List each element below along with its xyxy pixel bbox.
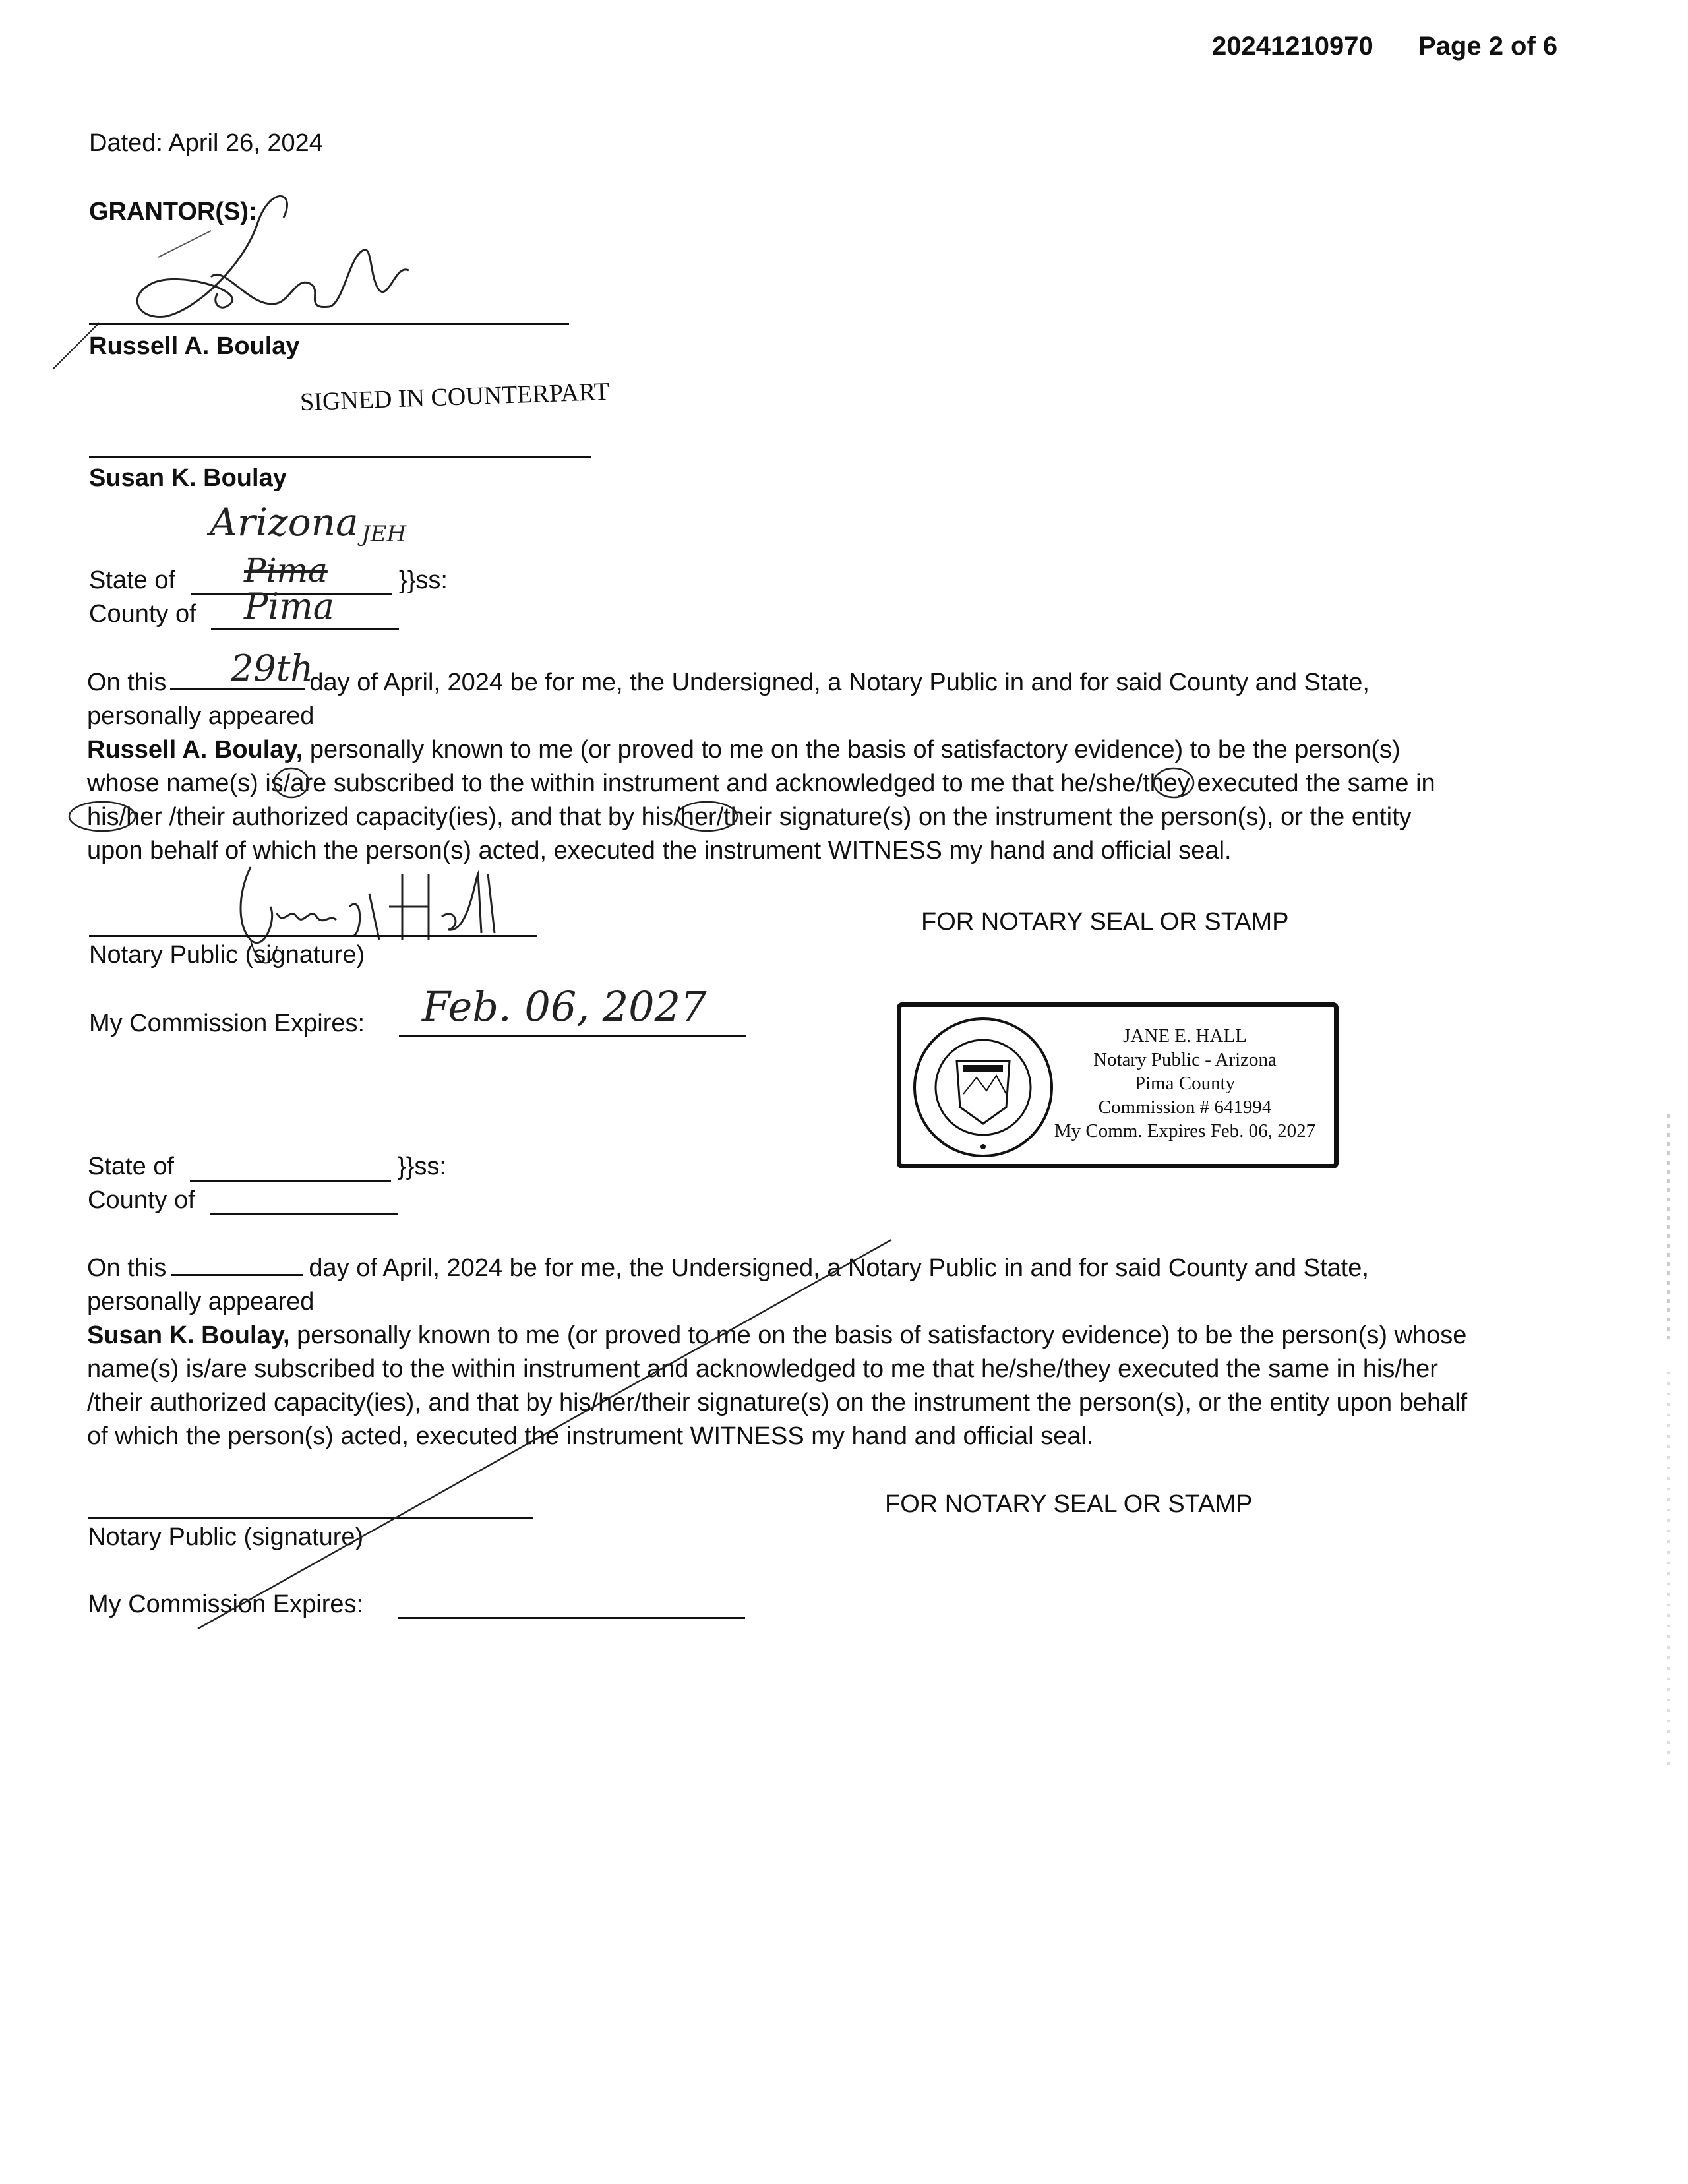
- commission-handwritten: Feb. 06, 2027: [422, 983, 707, 1031]
- document-number: 20241210970: [1212, 32, 1373, 61]
- ack2-commission-label: My Commission Expires:: [88, 1591, 364, 1618]
- dated-line: Dated: April 26, 2024: [89, 129, 323, 157]
- commission-label: My Commission Expires:: [89, 1010, 365, 1037]
- ack2-notary-signature-label: Notary Public (signature): [88, 1523, 364, 1551]
- ack1-line1-rest: day of April, 2024 be for me, the Undersigned, a Notary Public in and for said County and State,: [309, 669, 1370, 696]
- grantor2-name: Susan K. Boulay: [89, 464, 287, 492]
- stamp-expiration: My Comm. Expires Feb. 06, 2027: [1054, 1120, 1316, 1141]
- ack2-seal-label: FOR NOTARY SEAL OR STAMP: [885, 1490, 1253, 1518]
- ack2-line6: of which the person(s) acted, executed the instrument WITNESS my hand and official seal.: [87, 1422, 1094, 1450]
- stamp-county: Pima County: [1134, 1073, 1236, 1094]
- county-handwritten: Pima: [244, 586, 335, 627]
- ack2-line4: name(s) is/are subscribed to the within instrument and acknowledged to me that he/she/they executed the same in his/her: [87, 1355, 1438, 1383]
- ack1-line4: whose name(s) is/are subscribed to the within instrument and acknowledged to me that he/she/they executed the same in: [87, 770, 1435, 797]
- ack2-county-label: County of: [88, 1186, 195, 1214]
- ack1-line6: upon behalf of which the person(s) acted, executed the instrument WITNESS my hand and official seal.: [87, 837, 1232, 864]
- ack2-line3-rest: personally known to me (or proved to me on the basis of satisfactory evidence) to be the person(s) whose: [289, 1321, 1467, 1349]
- scan-artifact-lower: [1667, 1372, 1670, 1767]
- ack1-appearing-name: Russell A. Boulay,: [87, 736, 303, 764]
- state-struck-handwritten: Pima: [244, 551, 328, 590]
- state-initials-handwritten: JEH: [361, 521, 407, 547]
- ack2-line1-prefix: On this: [87, 1254, 167, 1282]
- state-label: State of: [89, 566, 175, 594]
- state-handwritten: Arizona: [210, 500, 359, 545]
- ack2-appearing-name: Susan K. Boulay,: [87, 1321, 290, 1349]
- grantor-label: GRANTOR(S):: [89, 198, 257, 226]
- ack2-line1-rest: day of April, 2024 be for me, the Undersigned, a Notary Public in and for said County and State,: [309, 1254, 1369, 1282]
- ss-label: }}ss:: [399, 566, 448, 594]
- ack2-ss-label: }}ss:: [398, 1153, 446, 1180]
- county-label: County of: [89, 600, 196, 628]
- notary-signature-label: Notary Public (signature): [89, 941, 365, 969]
- stamp-commission-number: Commission # 641994: [1098, 1097, 1272, 1118]
- grantor1-name: Russell A. Boulay: [89, 332, 300, 360]
- ack1-line2: personally appeared: [87, 702, 315, 730]
- ack2-state-label: State of: [88, 1153, 174, 1180]
- ack2-line5: /their authorized capacity(ies), and that by his/her/their signature(s) on the instrument the person(s), or the entity upon behalf: [87, 1389, 1468, 1416]
- stamp-title: Notary Public - Arizona: [1093, 1049, 1277, 1070]
- ack1-line5: his/her /their authorized capacity(ies), and that by his/her/their signature(s) on the instrument the person(s), or the entity: [87, 803, 1412, 831]
- seal-label: FOR NOTARY SEAL OR STAMP: [921, 908, 1289, 936]
- scan-artifact: [1667, 1114, 1670, 1339]
- day-handwritten: 29th: [231, 648, 314, 689]
- ack1-line3-rest: personally known to me (or proved to me on the basis of satisfactory evidence) to be the person(s): [303, 736, 1401, 764]
- ack1-line1-prefix: On this: [87, 669, 167, 696]
- stamp-notary-name: JANE E. HALL: [1123, 1025, 1247, 1046]
- signed-in-counterpart-stamp: SIGNED IN COUNTERPART: [299, 377, 610, 417]
- page-indicator: Page 2 of 6: [1418, 32, 1558, 61]
- ack2-line2: personally appeared: [87, 1288, 315, 1316]
